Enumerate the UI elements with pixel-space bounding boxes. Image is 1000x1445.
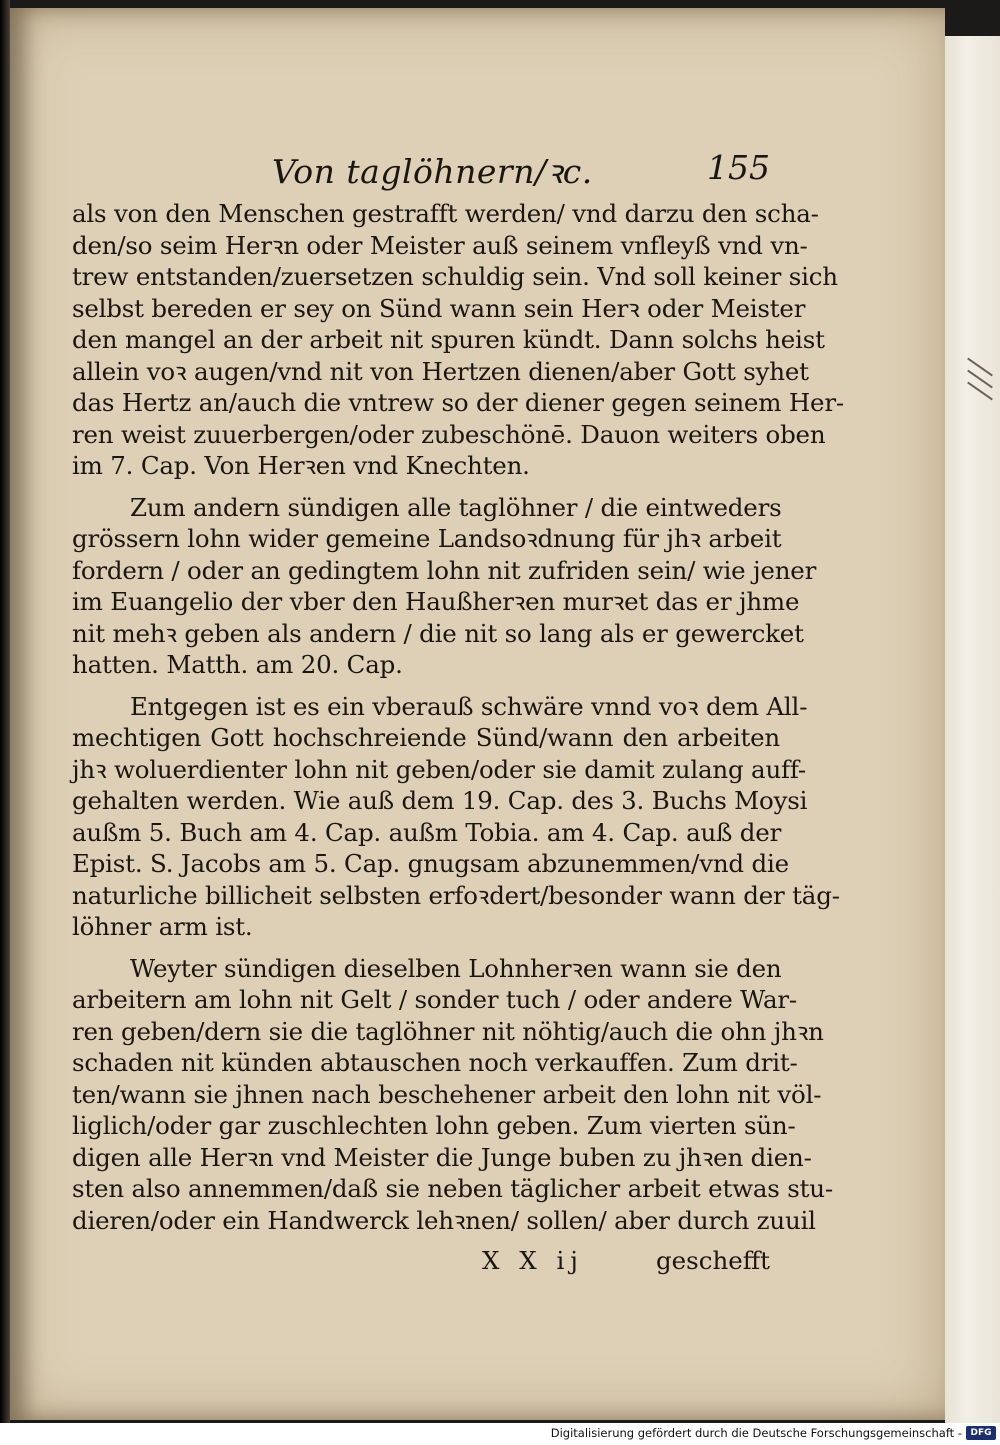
text-line: liglich/oder gar zuschlechten lohn geben. Zum vierten sün- <box>72 1111 796 1140</box>
text-line: allein voꝛ augen/vnd nit von Hertzen dienen/aber Gott syhet <box>72 356 809 386</box>
text-line: hatten. Matth. am 20. Cap. <box>72 650 403 679</box>
text-line: digen alle Herꝛn vnd Meister die Junge buben zu jhꝛen dien- <box>72 1142 812 1172</box>
text-line: ten/wann sie jhnen nach beschehener arbeit den lohn nit völ- <box>72 1079 822 1109</box>
signature-mark: X X ij <box>482 1246 584 1275</box>
text-line: nit mehꝛ geben als andern / die nit so lang als er gewercket <box>72 618 804 648</box>
running-head: Von taglöhnern/ꝛc. <box>272 152 593 191</box>
text-line: fordern / oder an gedingtem lohn nit zufriden sein/ wie jener <box>72 555 817 585</box>
text-line: als von den Menschen gestrafft werden/ vnd darzu den scha- <box>72 199 819 228</box>
book-spine-shadow <box>0 0 10 1423</box>
paragraph-3 <box>72 691 840 943</box>
dfg-logo[interactable]: DFG <box>966 1426 996 1440</box>
text-line: im 7. Cap. Von Herꝛen vnd Knechten. <box>72 451 530 480</box>
text-line: ren geben/dern sie die taglöhner nit nöhtig/auch die ohn jhꝛn <box>72 1016 824 1046</box>
page-header <box>72 148 780 198</box>
text-line: trew entstanden/zuersetzen schuldig sein. Vnd soll keiner sich <box>72 262 838 291</box>
paragraph-2 <box>72 492 817 681</box>
footer-bar <box>0 1423 1000 1445</box>
text-line: dieren/oder ein Handwerck lehꝛnen/ sollen/ aber durch zuuil <box>72 1205 816 1235</box>
text-line: Zum andern sündigen alle taglöhner / die eintweders <box>130 492 782 522</box>
text-line: grössern lohn wider gemeine Landsoꝛdnung für jhꝛ arbeit <box>72 524 782 553</box>
text-line: Weyter sündigen dieselben Lohnherꝛen wann sie den <box>130 953 782 983</box>
funding-notice: Digitalisierung gefördert durch die Deutsche Forschungsgemeinschaft - <box>550 1426 962 1440</box>
text-line: das Hertz an/auch die vntrew so der diener gegen seinem Her- <box>72 388 844 417</box>
facing-page-edge <box>945 36 1000 1423</box>
text-line: Entgegen ist es ein vberauß schwäre vnnd voꝛ dem All- <box>130 691 808 721</box>
text-line: arbeitern am lohn nit Gelt / sonder tuch / oder andere War- <box>72 985 797 1014</box>
text-line: löhner arm ist. <box>72 912 253 941</box>
catchline <box>72 1242 780 1282</box>
text-line: mechtigen Gott hochschreiende Sünd/wann den arbeiten <box>72 723 780 752</box>
text-line: ren weist zuuerbergen/oder zubeschönē. Dauon weiters oben <box>72 419 826 449</box>
text-line: sten also annemmen/daß sie neben täglicher arbeit etwas stu- <box>72 1174 833 1203</box>
text-line: im Euangelio der vber den Haußherꝛen murꝛet das er jhme <box>72 587 800 616</box>
page-number: 155 <box>707 148 770 187</box>
book-page <box>10 8 945 1420</box>
text-line: naturliche billicheit selbsten erfoꝛdert/besonder wann der täg- <box>72 880 840 910</box>
paragraph-1 <box>72 198 844 482</box>
text-block <box>72 148 844 1282</box>
paragraph-4 <box>72 953 833 1237</box>
text-line: den/so seim Herꝛn oder Meister auß seinem vnfleyß vnd vn- <box>72 230 808 260</box>
text-line: außm 5. Buch am 4. Cap. außm Tobia. am 4. Cap. auß der <box>72 817 782 847</box>
text-line: jhꝛ woluerdienter lohn nit geben/oder sie damit zulang auff- <box>72 754 806 784</box>
text-line: selbst bereden er sey on Sünd wann sein Herꝛ oder Meister <box>72 293 806 323</box>
catchword: geschefft <box>655 1246 770 1275</box>
text-line: den mangel an der arbeit nit spuren kündt. Dann solchs heist <box>72 325 825 354</box>
text-line: Epist. S. Jacobs am 5. Cap. gnugsam abzunemmen/vnd die <box>72 849 789 878</box>
text-line: schaden nit künden abtauschen noch verkauffen. Zum drit- <box>72 1048 798 1077</box>
text-line: gehalten werden. Wie auß dem 19. Cap. des 3. Buchs Moysi <box>72 786 808 815</box>
